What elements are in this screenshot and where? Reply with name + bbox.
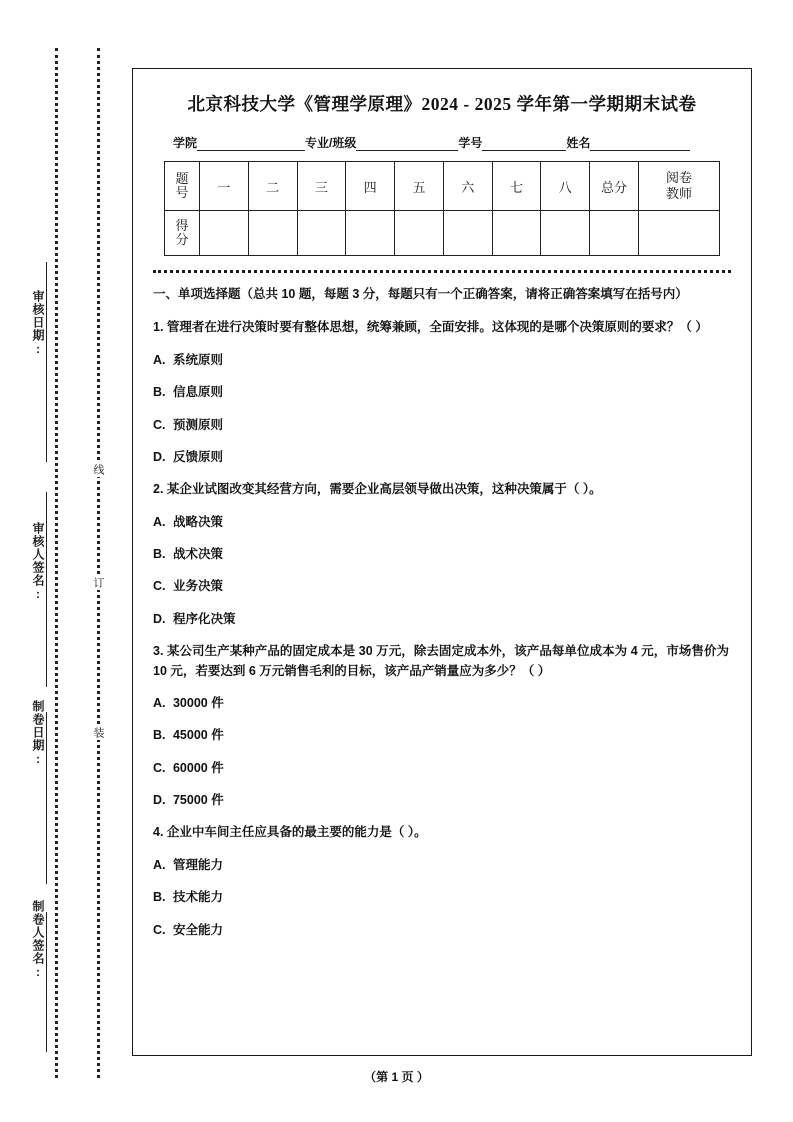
option-text: 预测原则 [172,417,223,432]
name-input[interactable] [590,137,690,151]
option-text: 战略决策 [172,514,223,529]
bind-mark-staple: 订 [92,577,104,588]
score-col-header-1: 一 [200,162,249,211]
label-line-1: 得 [175,218,189,234]
option-text: 系统原则 [172,352,223,367]
score-cell-2[interactable] [248,211,297,256]
question-stem-4: 4. 企业中车间主任应具备的最主要的能力是（ ）。 [153,825,427,840]
table-row-header [165,162,720,211]
score-col-header-3: 三 [297,162,346,211]
binding-dotted-line-outer [55,48,58,1078]
question-stem-1: 1. 管理者在进行决策时要有整体思想，统筹兼顾，全面安排。这体现的是哪个决策原则的要求？（ ） [153,320,708,335]
major-class-input[interactable] [356,137,458,151]
score-col-header-4: 四 [346,162,395,211]
score-cell-1[interactable] [200,211,249,256]
label-line-2: 号 [175,185,189,200]
score-cell-teacher[interactable] [639,211,720,256]
score-table [164,161,720,256]
bind-mark-bind: 装 [92,727,104,738]
option-key: A. [153,514,166,529]
name-label: 姓名 [566,136,591,150]
major-class-label: 专业/班级 [305,136,357,150]
score-cell-total[interactable] [590,211,639,256]
option-text: 安全能力 [172,922,223,937]
question-1-option-d[interactable] [153,448,729,467]
option-key: A. [153,695,166,710]
teacher-line-1: 阅卷 [665,169,692,185]
left-binding-margin [0,0,132,1122]
score-table-row-label-question [165,162,200,211]
question-3-option-d[interactable] [153,791,729,810]
score-cell-4[interactable] [346,211,395,256]
option-text: 业务决策 [172,579,223,594]
binding-dotted-line-inner [97,48,100,1078]
college-input[interactable] [197,137,305,151]
option-key: D. [153,449,166,464]
score-col-header-6: 六 [443,162,492,211]
score-cell-7[interactable] [492,211,541,256]
option-text: 30000 件 [172,695,224,710]
option-key: B. [153,385,166,400]
question-4-option-b[interactable] [153,888,729,907]
college-label: 学院 [173,136,198,150]
option-key: C. [153,922,166,937]
score-col-header-8: 八 [541,162,590,211]
option-text: 程序化决策 [172,611,236,626]
question-1-option-a[interactable] [153,351,729,370]
margin-label-review-date: 审核日期: [31,290,45,357]
option-key: A. [153,352,166,367]
option-key: B. [153,890,166,905]
score-col-header-5: 五 [395,162,444,211]
score-col-header-2: 二 [248,162,297,211]
option-text: 反馈原则 [172,449,223,464]
question-2-option-b[interactable] [153,545,729,564]
major-class-field[interactable] [305,134,458,151]
question-stem-3: 3. 某公司生产某种产品的固定成本是 30 万元，除去固定成本外，该产品每单位成本为 4 元，市场售价为 10 元，若要达到 6 万元销售毛利的目标，该产品产销量应为多少？（ ） [153,644,729,678]
section-heading-1: 一、单项选择题（总共 10 题，每题 3 分，每题只有一个正确答案，请将正确答案填写在括号内） [153,287,688,301]
option-key: A. [153,857,166,872]
college-field[interactable] [173,134,305,151]
margin-label-produce-date: 制卷日期: [31,700,45,767]
option-key: B. [153,547,166,561]
option-text: 75000 件 [172,793,224,807]
label-line-2: 分 [175,232,189,247]
question-stem-2: 2. 某企业试图改变其经营方向，需要企业高层领导做出决策，这种决策属于（ ）。 [153,482,602,497]
option-key: B. [153,728,166,743]
question-2-option-d[interactable] [153,610,729,629]
option-key: C. [153,417,166,432]
student-id-label: 学号 [458,136,483,150]
option-text: 战术决策 [172,547,223,561]
teacher-line-2: 教师 [665,186,692,201]
student-id-field[interactable] [458,134,566,151]
option-key: C. [153,579,166,594]
student-info-line [173,134,727,151]
score-cell-8[interactable] [541,211,590,256]
score-cell-5[interactable] [395,211,444,256]
section-divider [153,270,731,273]
score-col-header-total: 总分 [590,162,639,211]
question-1-option-c[interactable] [153,416,729,435]
question-3-option-c[interactable] [153,759,729,778]
margin-label-producer-signature: 制卷人签名: [31,900,45,980]
option-key: C. [153,760,166,775]
score-col-header-teacher [639,162,720,211]
page-footer: （第 1 页 ） [364,1070,429,1084]
name-field[interactable] [566,134,690,151]
bind-mark-line: 线 [92,464,104,475]
question-1-option-b[interactable] [153,383,729,402]
option-key: D. [153,611,166,626]
question-4-option-a[interactable] [153,856,729,875]
question-3-option-a[interactable] [153,694,729,713]
score-cell-6[interactable] [443,211,492,256]
score-col-header-7: 七 [492,162,541,211]
option-text: 信息原则 [172,385,223,400]
question-3-option-b[interactable] [153,726,729,745]
margin-label-reviewer-signature: 审核人签名: [31,522,45,602]
option-text: 管理能力 [172,857,223,872]
label-line-1: 题 [175,171,189,187]
score-table-row-label-points [165,211,200,256]
questions-area [151,285,733,940]
score-cell-3[interactable] [297,211,346,256]
question-4-option-c[interactable] [153,921,729,940]
table-row-scores [165,211,720,256]
question-2-option-a[interactable] [153,513,729,532]
option-key: D. [153,793,166,807]
option-text: 45000 件 [172,728,224,743]
exam-paper-frame [132,68,752,1056]
option-text: 60000 件 [172,760,224,775]
option-text: 技术能力 [172,890,223,905]
question-2-option-c[interactable] [153,577,729,596]
page-title: 北京科技大学《管理学原理》2024 - 2025 学年第一学期期末试卷 [187,94,697,114]
student-id-input[interactable] [482,137,566,151]
